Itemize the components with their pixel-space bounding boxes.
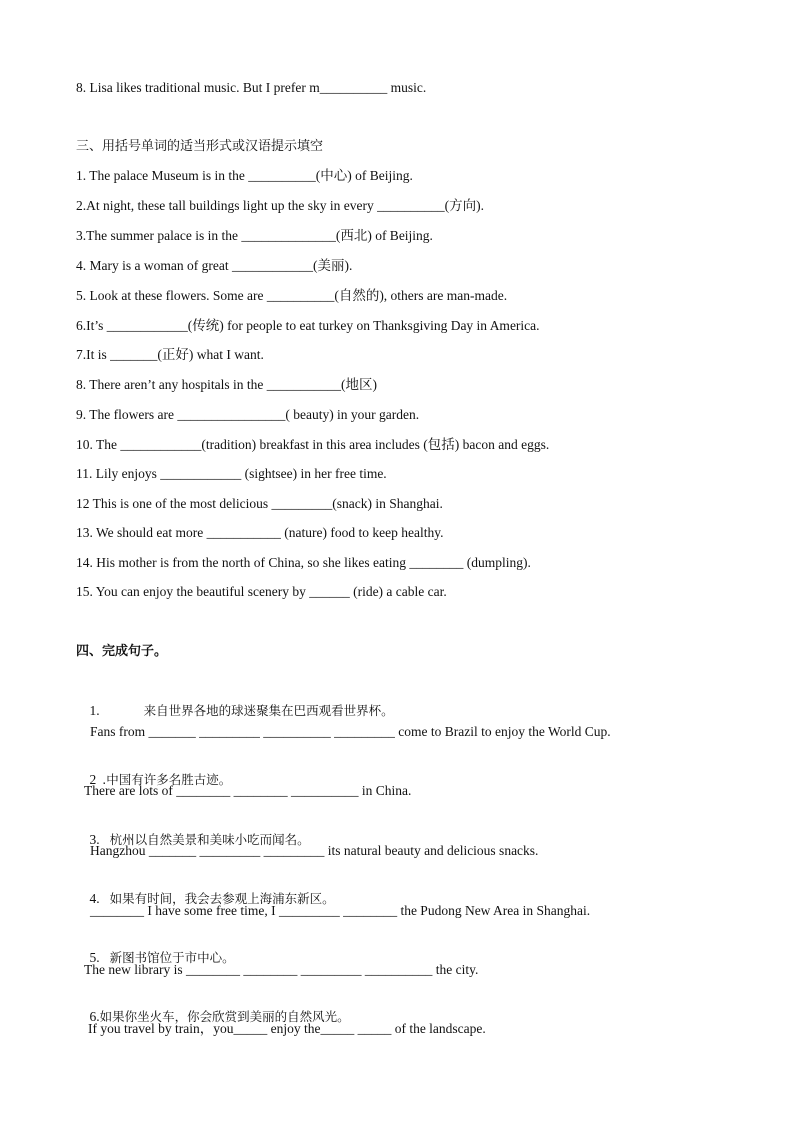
sentence-answer-6: If you travel by train，you_____ enjoy the_____ _____ of the landscape.: [88, 1021, 486, 1036]
question-s3-10: 10. The ____________(tradition) breakfast in this area includes (包括) bacon and eggs.: [76, 437, 550, 452]
question-s3-4: 4. Mary is a woman of great ____________(美丽).: [76, 258, 353, 273]
sentence-answer-3: Hangzhou _______ _________ _________ its natural beauty and delicious snacks.: [90, 843, 539, 858]
sentence-chinese: 来自世界各地的球迷聚集在巴西观看世界杯。: [143, 703, 394, 718]
sentence-number: 4.: [89, 891, 100, 906]
sentence-number: 6.: [89, 1009, 100, 1024]
sentence-answer-4: ________ I have some free time, I _________ ________ the Pudong New Area in Shanghai.: [90, 903, 591, 918]
question-s3-8: 8. There aren’t any hospitals in the ___________(地区): [76, 377, 377, 392]
question-s3-7: 7.It is _______(正好) what I want.: [76, 347, 264, 362]
sentence-chinese: 新图书馆位于市中心。: [109, 950, 235, 965]
question-s2-8: 8. Lisa likes traditional music. But I prefer m__________ music.: [76, 80, 427, 95]
sentence-chinese: .中国有许多名胜古迹。: [102, 772, 232, 787]
question-s3-6: 6.It’s ____________(传统) for people to eat turkey on Thanksgiving Day in America.: [76, 318, 540, 333]
question-s3-12: 12 This is one of the most delicious _________(snack) in Shanghai.: [76, 496, 443, 511]
section4-title: 四、完成句子。: [76, 644, 168, 659]
question-s3-15: 15. You can enjoy the beautiful scenery by ______ (ride) a cable car.: [76, 584, 447, 599]
question-s3-11: 11. Lily enjoys ____________ (sightsee) in her free time.: [76, 466, 387, 481]
section3-title: 三、用括号单词的适当形式或汉语提示填空: [76, 139, 324, 154]
question-s3-13: 13. We should eat more ___________ (nature) food to keep healthy.: [76, 525, 444, 540]
question-s3-2: 2.At night, these tall buildings light up the sky in every __________(方向).: [76, 198, 484, 213]
sentence-number: 2: [89, 772, 97, 787]
sentence-chinese: 如果有时间，我会去参观上海浦东新区。: [109, 891, 335, 906]
question-s3-1: 1. The palace Museum is in the __________(中心) of Beijing.: [76, 168, 413, 183]
question-s3-14: 14. His mother is from the north of China, so she likes eating ________ (dumpling).: [76, 555, 531, 570]
sentence-number: 3.: [89, 832, 100, 847]
sentence-number: 5.: [89, 950, 100, 965]
sentence-answer-1: Fans from _______ _________ __________ _________ come to Brazil to enjoy the World Cup.: [90, 724, 611, 739]
question-s3-3: 3.The summer palace is in the ______________(西北) of Beijing.: [76, 228, 433, 243]
sentence-number: 1.: [89, 703, 100, 718]
question-s3-9: 9. The flowers are ________________( beauty) in your garden.: [76, 407, 420, 422]
sentence-chinese: 如果你坐火车，你会欣赏到美丽的自然风光。: [99, 1009, 350, 1024]
question-s3-5: 5. Look at these flowers. Some are __________(自然的), others are man-made.: [76, 288, 508, 303]
sentence-chinese: 杭州以自然美景和美味小吃而闻名。: [109, 832, 310, 847]
sentence-answer-2: There are lots of ________ ________ __________ in China.: [84, 783, 412, 798]
sentence-answer-5: The new library is ________ ________ _________ __________ the city.: [84, 962, 479, 977]
